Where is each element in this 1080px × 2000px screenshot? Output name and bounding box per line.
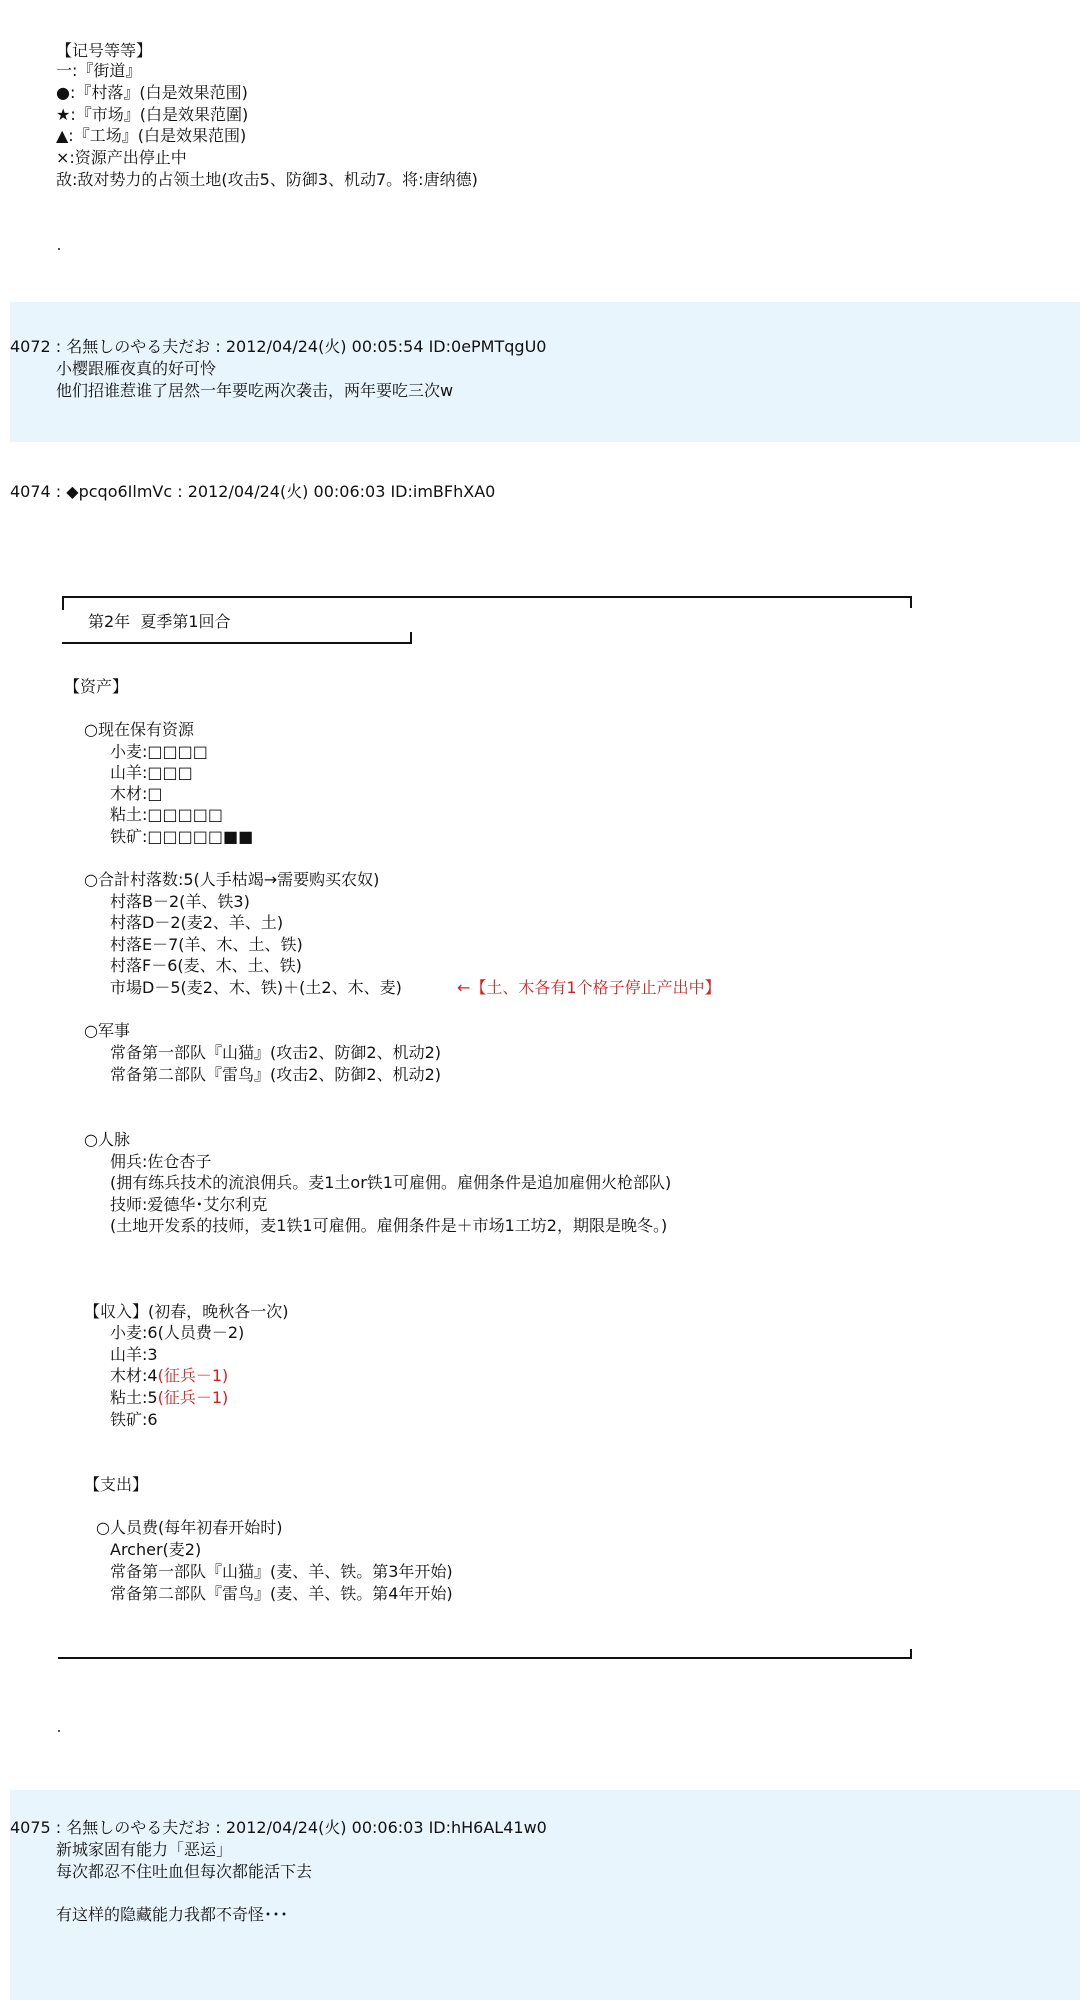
legend-village: ●:『村落』(白是效果范围) — [56, 83, 248, 102]
military-unit-1: 常备第一部队『山猫』(攻击2、防御2、机动2) — [110, 1043, 442, 1062]
legend-title: 【记号等等】 — [56, 41, 153, 60]
network-header: ○人脉 — [84, 1130, 130, 1149]
expense-sub: ○人员费(每年初春开始时) — [96, 1518, 283, 1537]
income-line: 山羊:3 — [110, 1345, 158, 1364]
resource-iron: 铁矿:□□□□□■■ — [110, 827, 254, 846]
post-header: 4072 : 名無しのやる夫だお : 2012/04/24(火) 00:05:54 ID:0ePMTqgU0 — [10, 337, 547, 356]
separator-dot — [58, 1730, 60, 1732]
title-box-left — [62, 596, 64, 610]
market-d: 市場D－5(麦2、木、铁)＋(土2、木、麦) — [110, 978, 402, 997]
village-b: 村落B－2(羊、铁3) — [110, 892, 250, 911]
frame-top-right-tick — [910, 596, 912, 608]
resource-goat: 山羊:□□□ — [110, 763, 193, 782]
market-note: ←【土、木各有1个格子停止产出中】 — [457, 978, 721, 997]
legend-enemy: 敌:敌对势力的占领土地(攻击5、防御3、机动7。将:唐纳德) — [56, 170, 478, 189]
frame-bottom-right-tick — [910, 1649, 912, 1659]
income-line: 铁矿:6 — [110, 1410, 158, 1429]
network-line: (拥有练兵技术的流浪佣兵。麦1土or铁1可雇佣。雇佣条件是追加雇佣火枪部队) — [110, 1173, 672, 1192]
frame-bottom-line — [58, 1657, 912, 1659]
legend-market: ★:『市场』(白是效果范圍) — [56, 105, 249, 124]
village-e: 村落E－7(羊、木、土、铁) — [110, 935, 303, 954]
villages-header: ○合計村落数:5(人手枯竭→需要购买农奴) — [84, 870, 380, 889]
expense-line: 常备第一部队『山猫』(麦、羊、铁。第3年开始) — [110, 1562, 453, 1581]
village-f: 村落F－6(麦、木、土、铁) — [110, 956, 302, 975]
income-line: 木材:4(征兵－1) — [110, 1366, 229, 1385]
frame-top-line — [412, 596, 912, 598]
military-unit-2: 常备第二部队『雷鸟』(攻击2、防御2、机动2) — [110, 1065, 442, 1084]
assets-header: 【资产】 — [64, 677, 129, 696]
post-body-line: 小樱跟雁夜真的好可怜 — [56, 359, 217, 378]
legend-stopped: ×:资源产出停止中 — [56, 148, 187, 167]
income-line: 粘土:5(征兵－1) — [110, 1388, 229, 1407]
legend-road: 一:『街道』 — [56, 61, 142, 80]
title-box-right-tick — [410, 632, 412, 644]
post-header: 4075 : 名無しのやる夫だお : 2012/04/24(火) 00:06:03 ID:hH6AL41w0 — [10, 1818, 547, 1837]
expense-line: 常备第二部队『雷鸟』(麦、羊、铁。第4年开始) — [110, 1584, 453, 1603]
post-body-line: 每次都忍不住吐血但每次都能活下去 — [56, 1862, 313, 1881]
resource-wheat: 小麦:□□□□ — [110, 742, 208, 761]
expense-header: 【支出】 — [84, 1475, 149, 1494]
village-d: 村落D－2(麦2、羊、土) — [110, 913, 284, 932]
post-header: 4074 : ◆pcqo6IlmVc : 2012/04/24(火) 00:06:03 ID:imBFhXA0 — [10, 482, 496, 501]
separator-dot — [58, 248, 60, 250]
resources-header: ○现在保有资源 — [84, 720, 194, 739]
post-body-line: 有这样的隐藏能力我都不奇怪･･･ — [56, 1905, 289, 1924]
round-title: 第2年 夏季第1回合 — [88, 612, 231, 631]
title-box-top — [62, 596, 412, 598]
network-line: 佣兵:佐仓杏子 — [110, 1152, 212, 1171]
title-box-bottom — [62, 642, 412, 644]
resource-clay: 粘土:□□□□□ — [110, 805, 223, 824]
legend-workshop: ▲:『工场』(白是效果范围) — [56, 126, 247, 145]
income-header: 【収入】(初春，晚秋各一次) — [84, 1302, 289, 1321]
income-line: 小麦:6(人员费－2) — [110, 1323, 245, 1342]
expense-line: Archer(麦2) — [110, 1540, 202, 1559]
resource-wood: 木材:□ — [110, 784, 163, 803]
post-body-line: 他们招谁惹谁了居然一年要吃两次袭击，两年要吃三次w — [56, 381, 454, 400]
post-body-line: 新城家固有能力「恶运」 — [56, 1840, 233, 1859]
network-line: (土地开发系的技师，麦1铁1可雇佣。雇佣条件是＋市场1工坊2，期限是晚冬。) — [110, 1216, 668, 1235]
military-header: ○军事 — [84, 1021, 130, 1040]
network-line: 技师:爱德华･艾尔利克 — [110, 1195, 268, 1214]
